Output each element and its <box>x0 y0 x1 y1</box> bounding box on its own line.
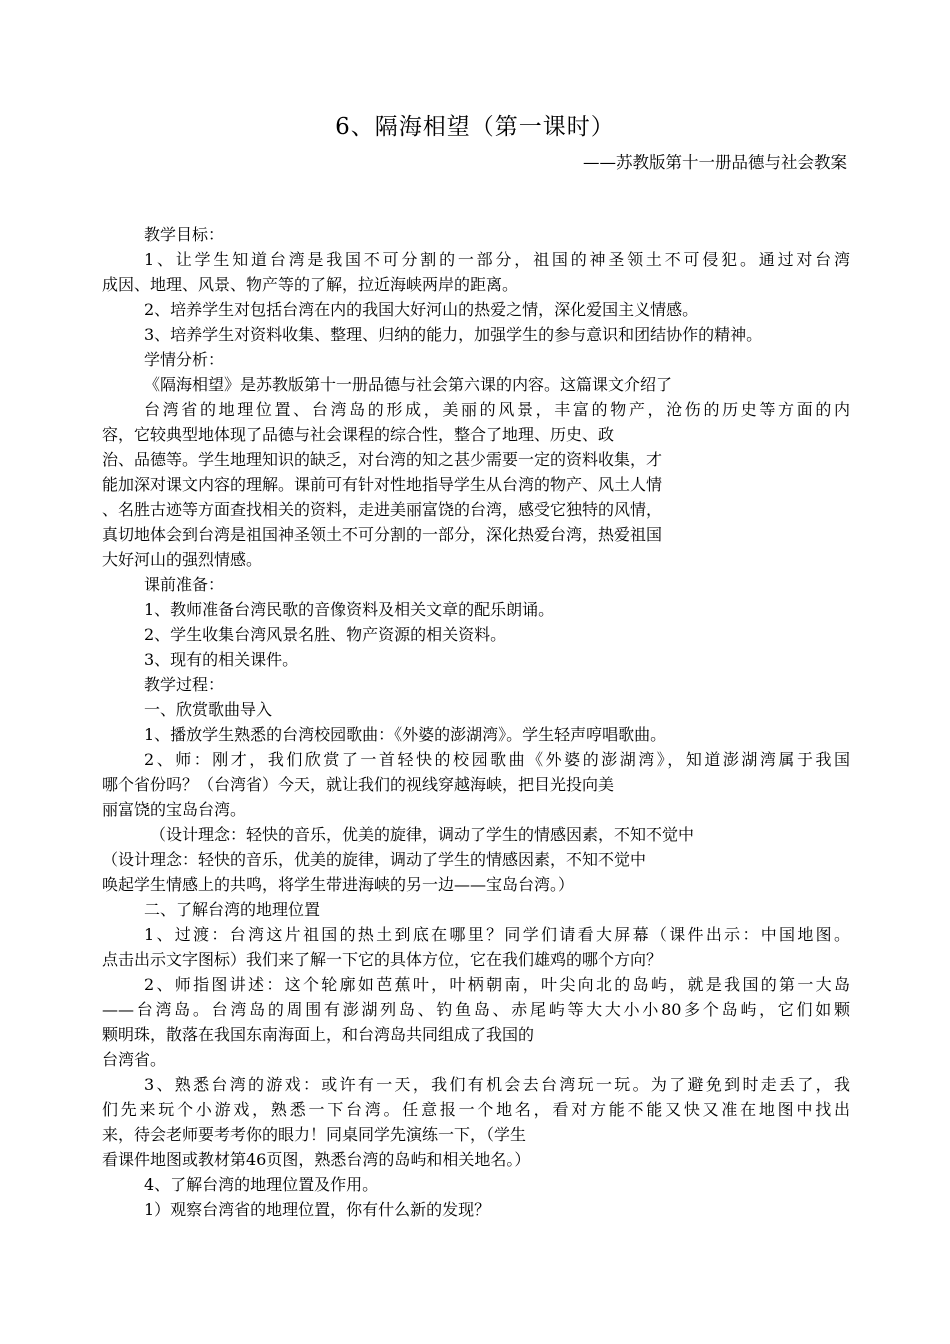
design-note-line: （设计理念：轻快的音乐，优美的旋律，调动了学生的情感因素，不知不觉中 <box>150 825 695 844</box>
paragraph-line: 3、培养学生对资料收集、整理、归纳的能力，加强学生的参与意识和团结协作的精神。 <box>144 325 763 344</box>
paragraph-line: 1）观察台湾省的地理位置，你有什么新的发现？ <box>144 1200 491 1219</box>
document-body <box>102 222 850 1222</box>
paragraph-line: 大好河山的强烈情感。 <box>102 550 263 569</box>
document-subtitle: ——苏教版第十一册品德与社会教案 <box>583 153 847 172</box>
paragraph-line: 丽富饶的宝岛台湾。 <box>102 800 247 819</box>
document-title: 6、隔海相望（第一课时） <box>335 114 615 140</box>
paragraph-line: 治、品德等。学生地理知识的缺乏，对台湾的知之甚少需要一定的资料收集，才 <box>102 450 663 469</box>
paragraph-line: 容，它较典型地体现了品德与社会课程的综合性，整合了地理、历史、政 <box>102 425 615 444</box>
paragraph-line: 看课件地图或教材第46页图，熟悉台湾的岛屿和相关地名。） <box>102 1150 531 1169</box>
paragraph-line: 2、培养学生对包括台湾在内的我国大好河山的热爱之情，深化爱国主义情感。 <box>144 300 699 319</box>
paragraph-line: 2、师：刚才，我们欣赏了一首轻快的校园歌曲《外婆的澎湖湾》，知道澎湖湾属于我国 <box>144 750 850 769</box>
paragraph-line: 4、了解台湾的地理位置及作用。 <box>144 1175 379 1194</box>
paragraph-line: 3、现有的相关课件。 <box>144 650 299 669</box>
design-note-line: （设计理念：轻快的音乐，优美的旋律，调动了学生的情感因素，不知不觉中 <box>102 850 647 869</box>
paragraph-line: 《隔海相望》是苏教版第十一册品德与社会第六课的内容。这篇课文介绍了 <box>144 375 673 394</box>
paragraph-line: ——台湾岛。台湾岛的周围有澎湖列岛、钓鱼岛、赤尾屿等大大小小80多个岛屿，它们如颗 <box>102 1000 850 1019</box>
paragraph-line: 真切地体会到台湾是祖国神圣领土不可分割的一部分，深化热爱台湾，热爱祖国 <box>102 525 663 544</box>
section-heading-objectives: 教学目标： <box>144 225 225 244</box>
section-heading-process: 教学过程： <box>144 675 225 694</box>
paragraph-line: 1、播放学生熟悉的台湾校园歌曲：《外婆的澎湖湾》。学生轻声哼唱歌曲。 <box>144 725 667 744</box>
paragraph-line: 3、熟悉台湾的游戏：或许有一天，我们有机会去台湾玩一玩。为了避免到时走丢了，我 <box>144 1075 850 1094</box>
subsection-heading: 一、欣赏歌曲导入 <box>144 700 273 719</box>
design-note-line: 唤起学生情感上的共鸣，将学生带进海峡的另一边——宝岛台湾。） <box>102 875 575 894</box>
paragraph-line: 成因、地理、风景、物产等的了解，拉近海峡两岸的距离。 <box>102 275 519 294</box>
paragraph-line: 台湾省的地理位置、台湾岛的形成，美丽的风景，丰富的物产，沧伤的历史等方面的内 <box>144 400 850 419</box>
paragraph-line: 点击出示文字图标）我们来了解一下它的具体方位，它在我们雄鸡的哪个方向？ <box>102 950 663 969</box>
paragraph-line: 哪个省份吗？（台湾省）今天，就让我们的视线穿越海峡，把目光投向美 <box>102 775 615 794</box>
paragraph-line: 颗明珠，散落在我国东南海面上，和台湾岛共同组成了我国的 <box>102 1025 535 1044</box>
paragraph-line: 来，待会老师要考考你的眼力！同桌同学先演练一下，（学生 <box>102 1125 527 1144</box>
section-heading-analysis: 学情分析： <box>144 350 225 369</box>
paragraph-line: 们先来玩个小游戏，熟悉一下台湾。任意报一个地名，看对方能不能又快又准在地图中找出 <box>102 1100 850 1119</box>
paragraph-line: 1、教师准备台湾民歌的音像资料及相关文章的配乐朗诵。 <box>144 600 555 619</box>
paragraph-line: 1、过渡：台湾这片祖国的热土到底在哪里？同学们请看大屏幕（课件出示：中国地图。 <box>144 925 850 944</box>
paragraph-line: 1、让学生知道台湾是我国不可分割的一部分，祖国的神圣领土不可侵犯。通过对台湾 <box>144 250 850 269</box>
paragraph-line: 能加深对课文内容的理解。课前可有针对性地指导学生从台湾的物产、风土人情 <box>102 475 663 494</box>
subsection-heading: 二、了解台湾的地理位置 <box>144 900 321 919</box>
paragraph-line: 2、师指图讲述：这个轮廓如芭蕉叶，叶柄朝南，叶尖向北的岛屿，就是我国的第一大岛 <box>144 975 850 994</box>
paragraph-line: 2、学生收集台湾风景名胜、物产资源的相关资料。 <box>144 625 507 644</box>
paragraph-line: 、名胜古迹等方面查找相关的资料，走进美丽富饶的台湾，感受它独特的风情， <box>102 500 663 519</box>
section-heading-preparation: 课前准备： <box>144 575 225 594</box>
paragraph-line: 台湾省。 <box>102 1050 167 1069</box>
